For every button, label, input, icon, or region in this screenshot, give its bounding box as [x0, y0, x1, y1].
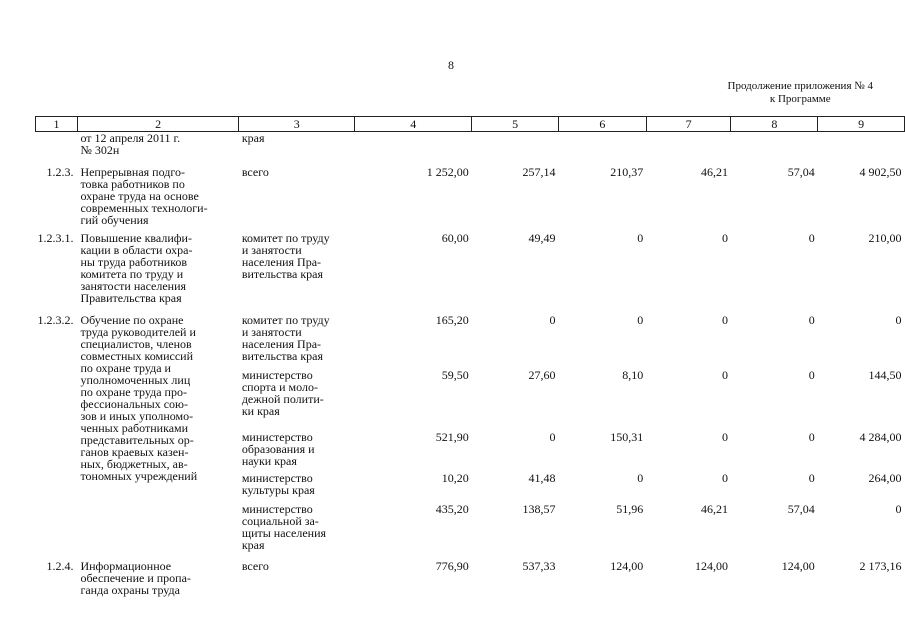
row-value: 4 284,00: [859, 430, 902, 444]
row-value: 150,31: [610, 430, 644, 444]
program-table: [35, 116, 905, 596]
row-value: 0: [721, 313, 728, 327]
row-value: 0: [637, 471, 644, 485]
row-executor: края: [241, 131, 265, 145]
row-value: 257,14: [522, 165, 556, 179]
column-header: 4: [355, 117, 472, 132]
row-value: 264,00: [868, 471, 902, 485]
row-executor: всего: [241, 165, 269, 179]
row-value: 144,50: [868, 368, 902, 382]
row-value: 0: [549, 313, 556, 327]
row-value: 0: [549, 430, 556, 444]
row-value: [731, 132, 818, 165]
row-value: 435,20: [435, 502, 469, 516]
row-value: [558, 132, 646, 165]
row-value: 46,21: [700, 165, 728, 179]
row-value: 0: [895, 313, 902, 327]
row-code: 1.2.3.: [46, 165, 74, 179]
row-value: 124,00: [781, 559, 815, 573]
column-header: 1: [36, 117, 78, 132]
row-value: 537,33: [522, 559, 556, 573]
row-value: 210,37: [610, 165, 644, 179]
row-value: 0: [721, 430, 728, 444]
row-code: [36, 132, 78, 165]
row-executor: министерство социальной за- щиты населения края: [241, 502, 327, 552]
row-value: 27,60: [528, 368, 556, 382]
row-code: 1.2.3.1.: [37, 231, 74, 245]
row-value: 51,96: [616, 502, 644, 516]
row-executor: министерство спорта и моло- дежной полити- ки края: [241, 368, 324, 418]
column-header: 6: [558, 117, 646, 132]
column-header: 7: [646, 117, 731, 132]
appendix-heading: [728, 80, 873, 106]
appendix-line-1: Продолжение приложения № 4: [727, 80, 873, 92]
row-value: 46,21: [700, 502, 728, 516]
row-value: 0: [808, 430, 815, 444]
column-header: 3: [239, 117, 355, 132]
row-value: 0: [808, 313, 815, 327]
row-value: [355, 132, 472, 165]
row-value: 8,10: [622, 368, 644, 382]
row-value: 2 173,16: [859, 559, 902, 573]
row-value: 59,50: [441, 368, 469, 382]
row-value: 0: [808, 231, 815, 245]
row-value: 60,00: [441, 231, 469, 245]
row-value: 4 902,50: [859, 165, 902, 179]
row-value: 49,49: [528, 231, 556, 245]
row-value: 57,04: [787, 165, 815, 179]
row-value: 0: [721, 231, 728, 245]
row-value: 124,00: [694, 559, 728, 573]
column-header: 8: [731, 117, 818, 132]
column-header: 2: [77, 117, 238, 132]
row-name: Повышение квалифи- кации в области охра- ны труда работников комитета по труду и занятости населения Правительства края: [80, 231, 193, 305]
row-value: [472, 132, 559, 165]
row-value: 10,20: [441, 471, 469, 485]
row-value: 0: [637, 313, 644, 327]
row-value: 0: [808, 471, 815, 485]
row-code: 1.2.3.2.: [37, 313, 74, 327]
table-row: [36, 557, 905, 596]
row-name: Обучение по охране труда руководителей и специалистов, членов совместных комиссий по охране труда и уполномоченных лиц по охране труда про- фессиональных сою- зов и иных уполномо- ченных работниками представительных ор- ганов краевых казен- ных, бюджетных, ав- тономных учреждений: [80, 313, 198, 483]
row-executor: министерство образования и науки края: [241, 430, 315, 468]
row-name: от 12 апреля 2011 г. № 302н: [80, 131, 181, 157]
page-number: 8: [448, 58, 454, 72]
row-value: 0: [721, 368, 728, 382]
row-executor: комитет по труду и занятости населения Пра- вительства края: [241, 231, 330, 281]
row-value: [646, 132, 731, 165]
row-value: 1 252,00: [426, 165, 469, 179]
row-value: 57,04: [787, 502, 815, 516]
row-value: 124,00: [610, 559, 644, 573]
appendix-line-2: к Программе: [769, 93, 831, 105]
row-value: 0: [808, 368, 815, 382]
row-value: 0: [637, 231, 644, 245]
column-number-header: [36, 117, 905, 132]
row-value: 521,90: [435, 430, 469, 444]
row-value: 776,90: [435, 559, 469, 573]
column-header: 5: [472, 117, 559, 132]
row-executor: всего: [241, 559, 269, 573]
row-executor: комитет по труду и занятости населения Пра- вительства края: [241, 313, 330, 363]
row-executor: министерство культуры края: [241, 471, 315, 497]
row-value: 210,00: [868, 231, 902, 245]
row-code: 1.2.4.: [46, 559, 74, 573]
column-header: 9: [818, 117, 905, 132]
row-value: 0: [721, 471, 728, 485]
table-row: [36, 230, 905, 313]
table-row: [36, 164, 905, 230]
row-value: [818, 132, 905, 165]
row-value: 41,48: [528, 471, 556, 485]
row-value: 165,20: [435, 313, 469, 327]
table-row: [36, 132, 905, 165]
row-name: Информационное обеспечение и пропа- ганда охраны труда: [80, 559, 191, 597]
row-value: 0: [895, 502, 902, 516]
table-row: [36, 313, 905, 368]
row-name: Непрерывная подго- товка работников по охране труда на основе современных технологи- гий обучения: [80, 165, 208, 227]
row-value: 138,57: [522, 502, 556, 516]
